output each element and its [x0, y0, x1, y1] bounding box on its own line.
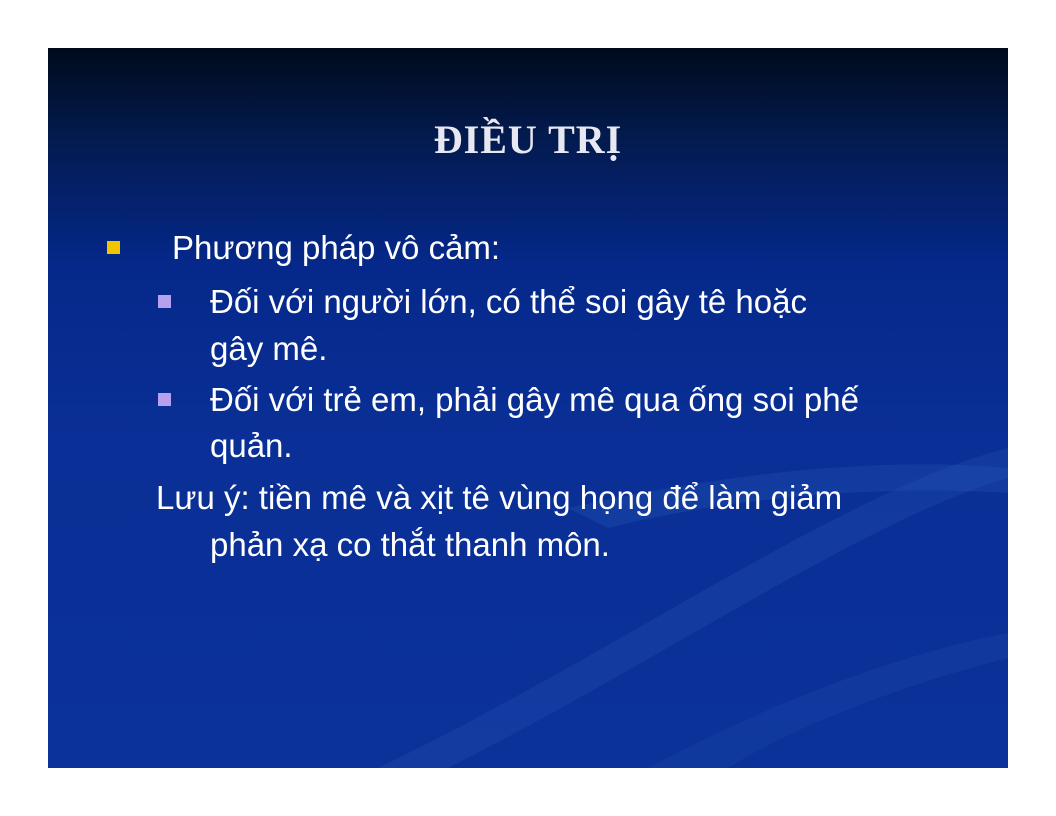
sub-bullet-square-icon — [158, 295, 171, 308]
note-line-2: phản xạ co thắt thanh môn. — [210, 526, 610, 563]
note-line-1: Lưu ý: tiền mê và xịt tê vùng họng để làm giảm — [156, 479, 843, 516]
sub-item-1-line-1: Đối với người lớn, có thể soi gây tê hoặc — [210, 283, 807, 320]
sub-item-1-line-2: gây mê. — [210, 330, 328, 367]
bullet-square-icon — [107, 241, 120, 254]
slide-title: ĐIỀU TRỊ — [433, 117, 623, 162]
slide — [48, 48, 1008, 768]
main-item-text: Phương pháp vô cảm: — [172, 229, 501, 266]
sub-bullet-square-icon — [158, 393, 171, 406]
sub-item-2-line-1: Đối với trẻ em, phải gây mê qua ống soi phế — [210, 381, 859, 418]
sub-item-2-line-2: quản. — [210, 427, 293, 464]
